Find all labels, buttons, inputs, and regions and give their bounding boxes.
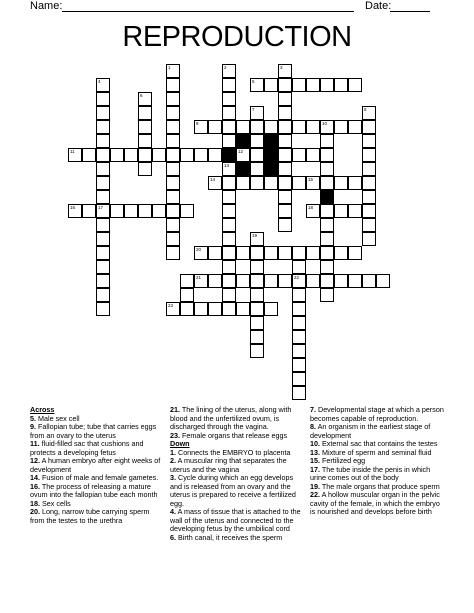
- answer-cell[interactable]: [96, 148, 110, 162]
- clue-text: Fallopian tube; tube that carries eggs from an ovary to the uterus: [30, 422, 157, 440]
- answer-cell[interactable]: [222, 260, 236, 274]
- answer-cell[interactable]: [292, 176, 306, 190]
- answer-cell[interactable]: [348, 120, 362, 134]
- answer-cell[interactable]: [222, 274, 236, 288]
- clue-text: Fusion of male and female gametes.: [40, 473, 159, 482]
- cell-number: 2: [224, 65, 227, 70]
- answer-cell[interactable]: [166, 78, 180, 92]
- clue-number: 8.: [310, 422, 316, 431]
- answer-cell[interactable]: [362, 106, 376, 120]
- answer-cell[interactable]: [96, 288, 110, 302]
- answer-cell[interactable]: [292, 78, 306, 92]
- answer-cell[interactable]: [278, 204, 292, 218]
- answer-cell[interactable]: [362, 232, 376, 246]
- clue-number: 7.: [310, 405, 316, 414]
- clue-column-3: [310, 406, 445, 517]
- answer-cell[interactable]: [278, 190, 292, 204]
- answer-cell[interactable]: [96, 204, 110, 218]
- answer-cell[interactable]: [264, 148, 278, 162]
- clue-number: 3.: [170, 473, 176, 482]
- clue-text: Cycle during which an egg develops and is released from an ovary and the uterus is prepared to receive a fertilized egg.: [170, 473, 296, 508]
- cell-number: 16: [70, 205, 76, 210]
- answer-cell[interactable]: [320, 232, 334, 246]
- answer-cell[interactable]: [292, 316, 306, 330]
- answer-cell[interactable]: [292, 330, 306, 344]
- answer-cell[interactable]: [278, 148, 292, 162]
- clue-number: 20.: [30, 507, 40, 516]
- clue-number: 4.: [170, 507, 176, 516]
- clue-text: Developmental stage at which a person becomes capable of reproduction.: [310, 405, 444, 423]
- answer-cell[interactable]: [152, 204, 166, 218]
- answer-cell[interactable]: [334, 274, 348, 288]
- clue-text: Birth canal, it receives the sperm: [176, 532, 283, 542]
- answer-cell[interactable]: [278, 92, 292, 106]
- clue-item: [170, 406, 305, 432]
- answer-cell[interactable]: [278, 78, 292, 92]
- answer-cell[interactable]: [96, 134, 110, 148]
- clue-number: 14.: [30, 473, 40, 482]
- answer-cell[interactable]: [96, 176, 110, 190]
- cell-number: 12: [238, 149, 244, 154]
- answer-cell[interactable]: [208, 302, 222, 316]
- answer-cell[interactable]: [152, 148, 166, 162]
- name-label: Name:: [30, 0, 63, 12]
- cell-number: 5: [252, 79, 255, 84]
- answer-cell[interactable]: [236, 302, 250, 316]
- cell-number: 15: [308, 177, 314, 182]
- answer-cell[interactable]: [236, 120, 250, 134]
- answer-cell[interactable]: [292, 120, 306, 134]
- black-square: [236, 134, 250, 148]
- answer-cell[interactable]: [320, 218, 334, 232]
- answer-cell[interactable]: [96, 120, 110, 134]
- answer-cell[interactable]: [138, 120, 152, 134]
- cell-number: 10: [322, 121, 328, 126]
- clue-number: 1.: [170, 447, 176, 457]
- clue-text: A human embryo after eight weeks of development: [30, 456, 161, 474]
- answer-cell[interactable]: [250, 134, 264, 148]
- clue-text: Sex cells: [40, 498, 71, 508]
- answer-cell[interactable]: [320, 260, 334, 274]
- answer-cell[interactable]: [250, 246, 264, 260]
- answer-cell[interactable]: [222, 218, 236, 232]
- answer-cell[interactable]: [82, 204, 96, 218]
- answer-cell[interactable]: [138, 92, 152, 106]
- clue-column-2: [170, 406, 305, 542]
- cell-number: 9: [196, 121, 199, 126]
- answer-cell[interactable]: [278, 176, 292, 190]
- answer-cell[interactable]: [264, 246, 278, 260]
- answer-cell[interactable]: [96, 106, 110, 120]
- answer-cell[interactable]: [166, 302, 180, 316]
- answer-cell[interactable]: [320, 176, 334, 190]
- answer-cell[interactable]: [208, 148, 222, 162]
- answer-cell[interactable]: [236, 246, 250, 260]
- clue-text: Female organs that release eggs: [180, 430, 288, 440]
- answer-cell[interactable]: [250, 176, 264, 190]
- answer-cell[interactable]: [138, 162, 152, 176]
- answer-cell[interactable]: [264, 120, 278, 134]
- answer-cell[interactable]: [250, 274, 264, 288]
- answer-cell[interactable]: [138, 204, 152, 218]
- clue-item: [170, 432, 305, 441]
- answer-cell[interactable]: [194, 302, 208, 316]
- black-square: [264, 134, 278, 148]
- cell-number: 11: [70, 149, 75, 154]
- clue-number: 12.: [30, 456, 40, 465]
- answer-cell[interactable]: [348, 274, 362, 288]
- answer-cell[interactable]: [264, 176, 278, 190]
- clue-text: Fertilized egg: [320, 456, 366, 465]
- answer-cell[interactable]: [208, 246, 222, 260]
- answer-cell[interactable]: [334, 120, 348, 134]
- clue-text: Connects the EMBRYO to placenta: [176, 447, 291, 457]
- cell-number: 20: [196, 247, 202, 252]
- answer-cell[interactable]: [362, 190, 376, 204]
- answer-cell[interactable]: [376, 274, 390, 288]
- answer-cell[interactable]: [278, 162, 292, 176]
- answer-cell[interactable]: [222, 288, 236, 302]
- answer-cell[interactable]: [362, 274, 376, 288]
- answer-cell[interactable]: [96, 302, 110, 316]
- answer-cell[interactable]: [110, 204, 124, 218]
- answer-cell[interactable]: [166, 92, 180, 106]
- answer-cell[interactable]: [320, 134, 334, 148]
- puzzle-title: REPRODUCTION: [122, 21, 352, 53]
- clue-text: The process of releasing a mature ovum into the fallopian tube each month: [30, 481, 158, 499]
- clue-item: [30, 508, 165, 525]
- answer-cell[interactable]: [306, 274, 320, 288]
- clue-item: [310, 423, 445, 440]
- answer-cell[interactable]: [320, 120, 334, 134]
- clue-text: The tube inside the penis in which urine comes out of the body: [310, 464, 431, 482]
- clue-number: 13.: [310, 447, 320, 457]
- answer-cell[interactable]: [250, 302, 264, 316]
- cell-number: 19: [252, 233, 258, 238]
- answer-cell[interactable]: [96, 246, 110, 260]
- answer-cell[interactable]: [306, 204, 320, 218]
- answer-cell[interactable]: [292, 386, 306, 400]
- cell-number: 4: [98, 79, 101, 84]
- clue-item: [30, 440, 165, 457]
- answer-cell[interactable]: [362, 218, 376, 232]
- answer-cell[interactable]: [362, 120, 376, 134]
- answer-cell[interactable]: [320, 288, 334, 302]
- answer-cell[interactable]: [180, 288, 194, 302]
- answer-cell[interactable]: [124, 204, 138, 218]
- answer-cell[interactable]: [320, 78, 334, 92]
- answer-cell[interactable]: [278, 246, 292, 260]
- answer-cell[interactable]: [222, 92, 236, 106]
- answer-cell[interactable]: [250, 78, 264, 92]
- answer-cell[interactable]: [292, 148, 306, 162]
- answer-cell[interactable]: [222, 64, 236, 78]
- answer-cell[interactable]: [264, 274, 278, 288]
- answer-cell[interactable]: [348, 176, 362, 190]
- answer-cell[interactable]: [222, 106, 236, 120]
- answer-cell[interactable]: [180, 148, 194, 162]
- clue-item: [30, 483, 165, 500]
- answer-cell[interactable]: [166, 64, 180, 78]
- answer-cell[interactable]: [236, 176, 250, 190]
- answer-cell[interactable]: [96, 190, 110, 204]
- answer-cell[interactable]: [320, 204, 334, 218]
- answer-cell[interactable]: [222, 204, 236, 218]
- clue-number: 23.: [170, 430, 180, 440]
- answer-cell[interactable]: [250, 162, 264, 176]
- clue-column-1: [30, 406, 165, 525]
- clue-text: Male sex cell: [36, 413, 80, 423]
- answer-cell[interactable]: [138, 134, 152, 148]
- answer-cell[interactable]: [194, 120, 208, 134]
- answer-cell[interactable]: [306, 148, 320, 162]
- clue-number: 6.: [170, 532, 176, 542]
- clue-text: External sac that contains the testes: [320, 439, 438, 448]
- answer-cell[interactable]: [250, 260, 264, 274]
- answer-cell[interactable]: [166, 232, 180, 246]
- answer-cell[interactable]: [320, 148, 334, 162]
- clue-number: 5.: [30, 413, 36, 423]
- black-square: [236, 162, 250, 176]
- cell-number: 13: [224, 163, 230, 168]
- answer-cell[interactable]: [278, 134, 292, 148]
- answer-cell[interactable]: [362, 148, 376, 162]
- answer-cell[interactable]: [348, 204, 362, 218]
- answer-cell[interactable]: [250, 106, 264, 120]
- answer-cell[interactable]: [362, 162, 376, 176]
- answer-cell[interactable]: [306, 78, 320, 92]
- clue-number: 11.: [30, 439, 40, 448]
- answer-cell[interactable]: [180, 204, 194, 218]
- answer-cell[interactable]: [264, 302, 278, 316]
- answer-cell[interactable]: [96, 260, 110, 274]
- answer-cell[interactable]: [278, 218, 292, 232]
- across-heading: Across: [30, 405, 55, 414]
- answer-cell[interactable]: [194, 246, 208, 260]
- answer-cell[interactable]: [250, 232, 264, 246]
- answer-cell[interactable]: [194, 274, 208, 288]
- clue-text: A hollow muscular organ in the pelvic cavity of the female, in which the embryo is nourished and develops before birth: [310, 490, 440, 516]
- answer-cell[interactable]: [96, 78, 110, 92]
- answer-cell[interactable]: [292, 274, 306, 288]
- clue-text: An organism in the earliest stage of development: [310, 422, 431, 440]
- answer-cell[interactable]: [292, 246, 306, 260]
- answer-cell[interactable]: [278, 274, 292, 288]
- clue-text: The lining of the uterus, along with blood and the unfertilized ovum, is discharged through the vagina.: [170, 405, 292, 431]
- answer-cell[interactable]: [292, 288, 306, 302]
- answer-cell[interactable]: [362, 134, 376, 148]
- answer-cell[interactable]: [222, 302, 236, 316]
- clue-number: 22.: [310, 490, 320, 499]
- answer-cell[interactable]: [236, 148, 250, 162]
- answer-cell[interactable]: [250, 120, 264, 134]
- answer-cell[interactable]: [68, 148, 82, 162]
- answer-cell[interactable]: [166, 106, 180, 120]
- cell-number: 17: [98, 205, 104, 210]
- cell-number: 21: [196, 275, 202, 280]
- clue-number: 15.: [310, 456, 320, 465]
- answer-cell[interactable]: [96, 162, 110, 176]
- answer-cell[interactable]: [334, 246, 348, 260]
- answer-cell[interactable]: [222, 162, 236, 176]
- answer-cell[interactable]: [110, 148, 124, 162]
- answer-cell[interactable]: [208, 120, 222, 134]
- answer-cell[interactable]: [166, 134, 180, 148]
- clue-item: [170, 508, 305, 534]
- answer-cell[interactable]: [250, 148, 264, 162]
- answer-cell[interactable]: [222, 120, 236, 134]
- answer-cell[interactable]: [82, 148, 96, 162]
- cell-number: 1: [168, 65, 171, 70]
- answer-cell[interactable]: [292, 344, 306, 358]
- date-label: Date:: [365, 0, 392, 12]
- cell-number: 23: [168, 303, 174, 308]
- cell-number: 22: [294, 275, 300, 280]
- clue-number: 2.: [170, 456, 176, 465]
- answer-cell[interactable]: [236, 274, 250, 288]
- answer-cell[interactable]: [96, 92, 110, 106]
- answer-cell[interactable]: [334, 176, 348, 190]
- answer-cell[interactable]: [166, 190, 180, 204]
- cell-number: 14: [210, 177, 216, 182]
- answer-cell[interactable]: [292, 302, 306, 316]
- clue-item: [30, 423, 165, 440]
- answer-cell[interactable]: [362, 204, 376, 218]
- answer-cell[interactable]: [68, 204, 82, 218]
- clue-number: 19.: [310, 481, 320, 491]
- answer-cell[interactable]: [320, 274, 334, 288]
- answer-cell[interactable]: [348, 78, 362, 92]
- answer-cell[interactable]: [348, 246, 362, 260]
- clue-item: [310, 491, 445, 517]
- answer-cell[interactable]: [166, 162, 180, 176]
- answer-cell[interactable]: [306, 176, 320, 190]
- clue-text: The male organs that produce sperm: [320, 481, 440, 491]
- answer-cell[interactable]: [306, 246, 320, 260]
- answer-cell[interactable]: [166, 176, 180, 190]
- answer-cell[interactable]: [222, 232, 236, 246]
- cell-number: 3: [280, 65, 283, 70]
- answer-cell[interactable]: [96, 274, 110, 288]
- answer-cell[interactable]: [320, 190, 334, 204]
- clue-number: 17.: [310, 464, 320, 474]
- answer-cell[interactable]: [222, 246, 236, 260]
- answer-cell[interactable]: [222, 190, 236, 204]
- answer-cell[interactable]: [180, 302, 194, 316]
- answer-cell[interactable]: [166, 218, 180, 232]
- answer-cell[interactable]: [292, 260, 306, 274]
- clue-number: 10.: [310, 439, 320, 448]
- answer-cell[interactable]: [278, 120, 292, 134]
- down-heading: Down: [170, 439, 190, 448]
- clue-text: A mass of tissue that is attached to the wall of the uterus and connected to the developing fetus by the umbilical cord: [170, 507, 301, 533]
- clue-text: A muscular ring that separates the uterus and the vagina: [170, 456, 287, 474]
- clue-item: [30, 457, 165, 474]
- answer-cell[interactable]: [250, 344, 264, 358]
- answer-cell[interactable]: [222, 78, 236, 92]
- answer-cell[interactable]: [278, 64, 292, 78]
- clue-item: [170, 474, 305, 508]
- clue-item: [170, 457, 305, 474]
- answer-cell[interactable]: [306, 120, 320, 134]
- answer-cell[interactable]: [250, 288, 264, 302]
- answer-cell[interactable]: [96, 218, 110, 232]
- answer-cell[interactable]: [222, 134, 236, 148]
- answer-cell[interactable]: [166, 204, 180, 218]
- answer-cell[interactable]: [222, 176, 236, 190]
- answer-cell[interactable]: [334, 204, 348, 218]
- answer-cell[interactable]: [278, 106, 292, 120]
- answer-cell[interactable]: [194, 148, 208, 162]
- answer-cell[interactable]: [250, 330, 264, 344]
- cell-number: 8: [364, 107, 367, 112]
- clue-number: 16.: [30, 481, 40, 491]
- answer-cell[interactable]: [180, 274, 194, 288]
- answer-cell[interactable]: [208, 176, 222, 190]
- answer-cell[interactable]: [124, 148, 138, 162]
- clue-number: 18.: [30, 498, 40, 508]
- answer-cell[interactable]: [320, 162, 334, 176]
- clue-text: Mixture of sperm and seminal fluid: [320, 447, 432, 457]
- answer-cell[interactable]: [292, 358, 306, 372]
- cell-number: 6: [140, 93, 143, 98]
- clue-item: [310, 466, 445, 483]
- answer-cell[interactable]: [166, 148, 180, 162]
- answer-cell[interactable]: [138, 106, 152, 120]
- clue-number: 9.: [30, 422, 36, 431]
- answer-cell[interactable]: [292, 372, 306, 386]
- cell-number: 18: [308, 205, 314, 210]
- answer-cell[interactable]: [222, 148, 236, 162]
- answer-cell[interactable]: [166, 120, 180, 134]
- answer-cell[interactable]: [208, 274, 222, 288]
- cell-number: 7: [252, 107, 255, 112]
- clue-text: fluid-filled sac that cushions and protects a developing fetus: [30, 439, 144, 457]
- answer-cell[interactable]: [362, 176, 376, 190]
- answer-cell[interactable]: [334, 78, 348, 92]
- answer-cell[interactable]: [320, 246, 334, 260]
- answer-cell[interactable]: [264, 78, 278, 92]
- clue-text: Long, narrow tube carrying sperm from the testes to the urethra: [30, 507, 150, 525]
- clue-number: 21.: [170, 405, 180, 414]
- answer-cell[interactable]: [250, 316, 264, 330]
- clue-item: [310, 406, 445, 423]
- answer-cell[interactable]: [166, 246, 180, 260]
- black-square: [264, 162, 278, 176]
- answer-cell[interactable]: [138, 148, 152, 162]
- answer-cell[interactable]: [96, 232, 110, 246]
- clue-item: [170, 534, 305, 543]
